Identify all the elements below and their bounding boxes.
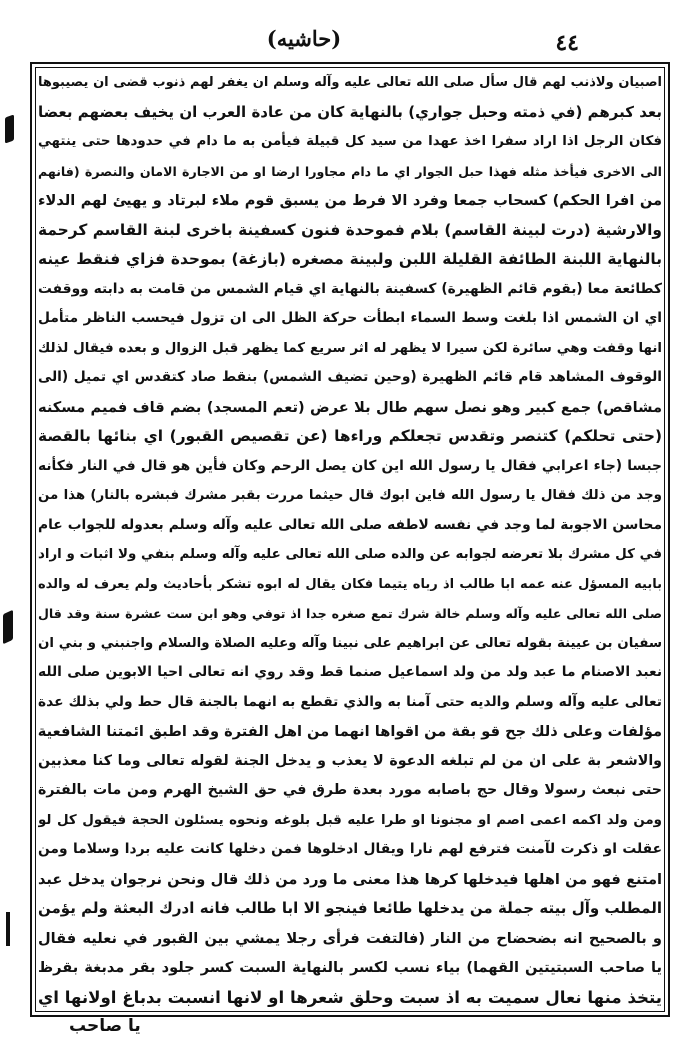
text-line: بعد كبرهم (في ذمته وحبل جواري) بالنهاية كان من عادة العرب ان يخيف بعضهم بعضا — [38, 102, 662, 121]
text-line: اصبيان ولاذنب لهم قال سأل صلى الله تعالى عليه وآله وسلم ان يغفر لهم ذنوب قضى ان يصيبوها — [38, 75, 662, 90]
text-line: و بالصحيح انه بضحضاح من النار (فالتفت فرأى رجلا يمشي بين القبور في نعليه فقال — [38, 929, 662, 947]
text-line: والاشعر بة على ان من لم تبلغه الدعوة لا يعذب و يدخل الجنة لقوله تعالى وما كنا معذبين — [38, 752, 662, 769]
text-line: انها وقفت وهي سائرة لكن سيرا لا يظهر له اثر سريع كما يظهر قبل الزوال و بعده فيقال لذلك — [38, 340, 662, 356]
text-line: محاسن الاجوبة لما وجد في نفسه لاطفه صلى الله تعالى عليه وآله وسلم بعدوله للجواب عام — [38, 516, 662, 533]
text-line: فكان الرجل اذا اراد سفرا اخذ عهدا من سيد كل قبيلة فيأمن به ما دام في حدودها حتى ينتهي — [38, 134, 662, 149]
text-line: ومن ولد اكمه اعمى اصم او مجنونا او طرا عليه قبل بلوغه ونحوه يسئلون الحجة فيقول كل لو — [38, 812, 662, 828]
page-header-title: (حاشيه) — [266, 26, 342, 51]
text-line: كطائعة معا (بقوم قائم الظهيرة) كسفينة بالنهاية اي قيام الشمس من قامت به دابته ووقفت — [38, 280, 662, 297]
text-line: نعبد الاصنام ما عبد ولد من ولد اسماعيل صنما قط وقد روي انه تعالى احيا الابوين صلى الله — [38, 664, 662, 680]
text-line: يا صاحب السبتيتين القهما) بياء نسب لكسر بالنهاية السبت كسر جلود بقر مدبغة بقرظ — [38, 959, 662, 976]
text-line: بالنهاية اللبنة الطائفة القليلة اللبن ولبينة مصغره (بازغة) بموحدة فزاي فنقط عينه — [38, 250, 662, 268]
text-line: جبسا (جاء اعرابي فقال يا رسول الله اين كان يصل الرحم وكان فأين هو قال في النار فكأنه — [38, 457, 662, 474]
text-line: المطلب وآل بيته جملة من يدخلها طائعا فينجو الا ابا طالب فانه ادرك البعثة ولم يؤمن — [38, 899, 662, 917]
text-line: اي ان الشمس اذا بلغت وسط السماء ابطأت حركة الظل الى ان تزول فيحسب الناظر متأمل — [38, 310, 662, 326]
commentary-text-block — [38, 68, 662, 1012]
text-line: والارشية (درت لبينة القاسم) بلام فموحدة فنون كسفينة باخرى لبنة القاسم كرحمة — [38, 220, 662, 239]
page-number: ٤٤ — [555, 30, 579, 56]
text-line: سفيان بن عيينة بقوله تعالى عن ابراهيم على نبينا وآله وعليه الصلاة والسلام واجنبني و بني ان — [38, 635, 662, 651]
text-line: في كل مشرك بلا تعرضه لجوابه عن والده صلى الله تعالى عليه وآله وسلم بنفي ولا اثبات و اراد — [38, 547, 662, 562]
text-line: حتى نبعث رسولا وقال حج باصابه مورد بعدة طرق في حق الشيخ الهرم ومن مات بالفترة — [38, 782, 662, 798]
text-line: يتخذ منها نعال سميت به اذ سبت وحلق شعرها او لانها انسبت بدباغ اولانها اي — [38, 987, 662, 1007]
text-line: وجد من ذلك فقال يا رسول الله فاين ابوك قال حيثما مررت بقبر مشرك فبشره بالنار) هذا من — [38, 488, 662, 503]
text-line: صلى الله تعالى عليه وآله وسلم خالة شرك تمع صغره جدا اذ توفي وهو ابن ست عشرة سنة وقد قال — [38, 606, 662, 621]
text-line: الوقوف المشاهد قام قائم الظهيرة (وحين تضيف الشمس) بنقط صاد كتقدس اي تميل (الى — [38, 369, 662, 385]
text-line: مشاقص) جمع كبير وهو نصل سهم طال بلا عرض (تعم المسجد) بضم قاف فميم مسكنه — [38, 398, 662, 416]
text-line: بابيه المسؤل عنه عمه ابا طالب اذ رباه يتيما فكان يقال له ابوه تشكر بأحاديث ولم يعرف له والده — [38, 576, 662, 592]
text-line: الى الاخرى فيأخذ مثله فهذا حبل الجوار اي ما دام مجاورا ارضا او من الاجارة الامان والنصرة (فانهم — [38, 163, 662, 179]
text-line: من افرا الحكم) كسحاب جمعا وفرد الا فرط من يسبق قوم ملاء لبرتاد و يهيئ لهم الدلاء — [38, 192, 662, 209]
text-line: عقلت او ذكرت لآمنت فترفع لهم نارا ويقال ادخلوها فمن دخلها كانت عليه بردا وسلاما ومن — [38, 841, 662, 857]
margin-ink-mark — [5, 114, 14, 143]
margin-ink-mark — [3, 610, 13, 645]
margin-ink-mark — [6, 912, 10, 946]
text-line: مؤلفات وعلى ذلك جح قو بقة من اقواها انهما من اهل الفترة وقد اطبق ائمتنا الشافعية — [38, 723, 662, 740]
catchword: يا صاحب — [69, 1016, 141, 1036]
text-line: (حتى تحلكم) كتنصر وتقدس تجعلكم وراءها (عن تقصيص القبور) اي بنائها بالقصة — [38, 427, 662, 445]
text-line: تعالى عليه وآله وسلم والديه حتى آمنا به والذي تقطع به انهما بالجنة قال حط ولي بذلك عدة — [38, 693, 662, 710]
text-line: امتنع فهو من اهلها فيدخلها كرها هذا معنى ما ورد من ذلك قال ونحن نرجوان يدخل عبد — [38, 870, 662, 888]
